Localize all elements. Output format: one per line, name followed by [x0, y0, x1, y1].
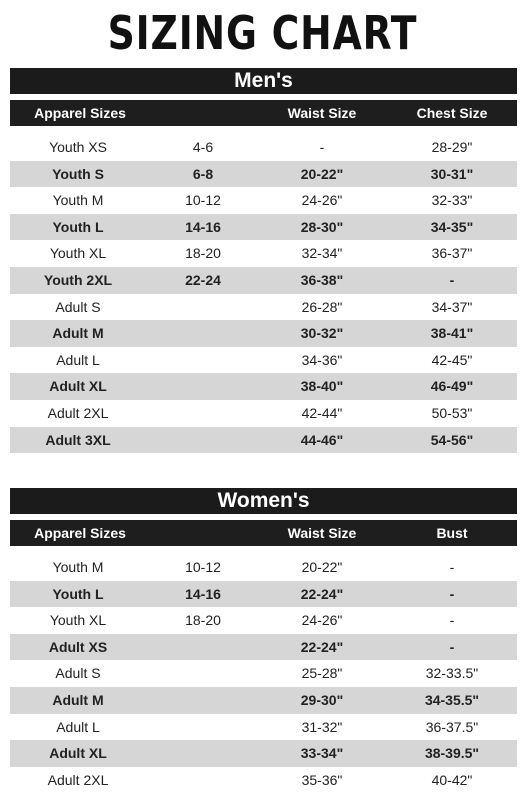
- size-cell: Youth XL: [49, 612, 107, 629]
- chest-cell: 38-41": [430, 325, 474, 342]
- column-header-waist-size: Waist Size: [287, 525, 357, 541]
- numeric-size-cell: 18-20: [185, 245, 221, 262]
- chest-cell: 28-29": [431, 139, 473, 155]
- size-cell: Adult XL: [49, 745, 107, 762]
- table-row: [10, 767, 517, 794]
- numeric-size-cell: 10-12: [185, 192, 221, 209]
- size-cell: Youth M: [52, 559, 104, 575]
- waist-cell: -: [319, 139, 325, 155]
- size-cell: Adult S: [55, 298, 101, 315]
- womens-heading: Women's: [10, 488, 517, 514]
- waist-cell: 20-22": [301, 559, 343, 575]
- table-row: [10, 214, 517, 241]
- chest-cell: 42-45": [431, 351, 473, 368]
- waist-cell: 34-36": [301, 351, 343, 368]
- table-row: [10, 581, 517, 608]
- chest-cell: 32-33": [431, 192, 473, 209]
- size-cell: Youth S: [52, 165, 104, 182]
- table-row: [10, 161, 517, 188]
- size-cell: Adult L: [56, 718, 100, 735]
- mens-size-table: [10, 134, 517, 453]
- size-cell: Youth XL: [49, 245, 107, 262]
- waist-cell: 44-46": [300, 431, 344, 448]
- table-row: [10, 400, 517, 427]
- table-row: [10, 347, 517, 374]
- table-row: [10, 267, 517, 294]
- womens-section: [10, 488, 517, 793]
- table-row: [10, 373, 517, 400]
- waist-cell: 26-28": [301, 298, 343, 315]
- mens-column-headers: [10, 100, 517, 126]
- chest-cell: 36-37": [431, 245, 473, 262]
- waist-cell: 42-44": [301, 404, 343, 421]
- numeric-size-cell: 6-8: [192, 165, 214, 182]
- waist-cell: 31-32": [301, 718, 343, 735]
- size-cell: Youth L: [52, 585, 104, 602]
- table-row: [10, 427, 517, 454]
- bust-cell: 36-37.5": [425, 718, 479, 735]
- size-cell: Adult M: [52, 325, 104, 342]
- table-row: [10, 240, 517, 267]
- table-row: [10, 687, 517, 714]
- bust-cell: -: [449, 585, 455, 602]
- bust-cell: 38-39.5": [424, 745, 480, 762]
- waist-cell: 20-22": [300, 165, 344, 182]
- size-cell: Adult XS: [48, 638, 108, 655]
- bust-cell: -: [449, 559, 455, 575]
- waist-cell: 28-30": [300, 218, 344, 235]
- bust-cell: -: [449, 638, 455, 655]
- size-cell: Adult 3XL: [45, 431, 111, 448]
- numeric-size-cell: 18-20: [185, 612, 221, 629]
- size-cell: Adult M: [52, 691, 104, 708]
- table-row: [10, 187, 517, 214]
- size-cell: Adult 2XL: [47, 404, 109, 421]
- chest-cell: 46-49": [430, 378, 474, 395]
- mens-heading: Men's: [10, 68, 517, 94]
- size-cell: Youth XS: [49, 139, 107, 155]
- numeric-size-cell: 4-6: [192, 139, 214, 155]
- waist-cell: 30-32": [300, 325, 344, 342]
- size-cell: Adult 2XL: [47, 771, 109, 788]
- column-header-apparel-sizes: Apparel Sizes: [34, 105, 126, 121]
- column-header-apparel-sizes: Apparel Sizes: [34, 525, 126, 541]
- numeric-size-cell: 10-12: [185, 559, 221, 575]
- womens-column-headers: [10, 520, 517, 546]
- table-row: [10, 740, 517, 767]
- chest-cell: 34-37": [431, 298, 473, 315]
- numeric-size-cell: 22-24: [185, 271, 221, 288]
- mens-section: [10, 68, 517, 453]
- chest-cell: 50-53": [431, 404, 473, 421]
- waist-cell: 33-34": [300, 745, 344, 762]
- column-header-bust: Bust: [436, 525, 468, 541]
- bust-cell: 34-35.5": [424, 691, 480, 708]
- table-row: [10, 320, 517, 347]
- chest-cell: 30-31": [430, 165, 474, 182]
- bust-cell: 40-42": [431, 771, 473, 788]
- table-row: [10, 714, 517, 741]
- table-row: [10, 634, 517, 661]
- womens-size-table: [10, 554, 517, 793]
- waist-cell: 32-34": [301, 245, 343, 262]
- waist-cell: 25-28": [301, 665, 343, 682]
- numeric-size-cell: 14-16: [185, 585, 221, 602]
- table-row: [10, 660, 517, 687]
- waist-cell: 38-40": [300, 378, 344, 395]
- column-header-waist-size: Waist Size: [287, 105, 357, 121]
- waist-cell: 22-24": [300, 638, 344, 655]
- table-row: [10, 607, 517, 634]
- size-cell: Youth 2XL: [43, 271, 113, 288]
- waist-cell: 29-30": [300, 691, 344, 708]
- chest-cell: -: [449, 271, 455, 288]
- column-header-chest-size: Chest Size: [416, 105, 488, 121]
- size-cell: Youth M: [52, 192, 104, 209]
- chest-cell: 54-56": [430, 431, 474, 448]
- waist-cell: 22-24": [300, 585, 344, 602]
- page-title: SIZING CHART: [107, 6, 418, 60]
- chest-cell: 34-35": [430, 218, 474, 235]
- waist-cell: 24-26": [301, 192, 343, 209]
- table-row: [10, 294, 517, 321]
- waist-cell: 35-36": [301, 771, 343, 788]
- table-row: [10, 554, 517, 581]
- size-cell: Youth L: [52, 218, 104, 235]
- bust-cell: 32-33.5": [425, 665, 479, 682]
- table-row: [10, 134, 517, 161]
- waist-cell: 24-26": [301, 612, 343, 629]
- size-cell: Adult S: [55, 665, 101, 682]
- size-cell: Adult L: [56, 351, 100, 368]
- bust-cell: -: [449, 612, 455, 629]
- numeric-size-cell: 14-16: [185, 218, 221, 235]
- waist-cell: 36-38": [300, 271, 344, 288]
- size-cell: Adult XL: [49, 378, 107, 395]
